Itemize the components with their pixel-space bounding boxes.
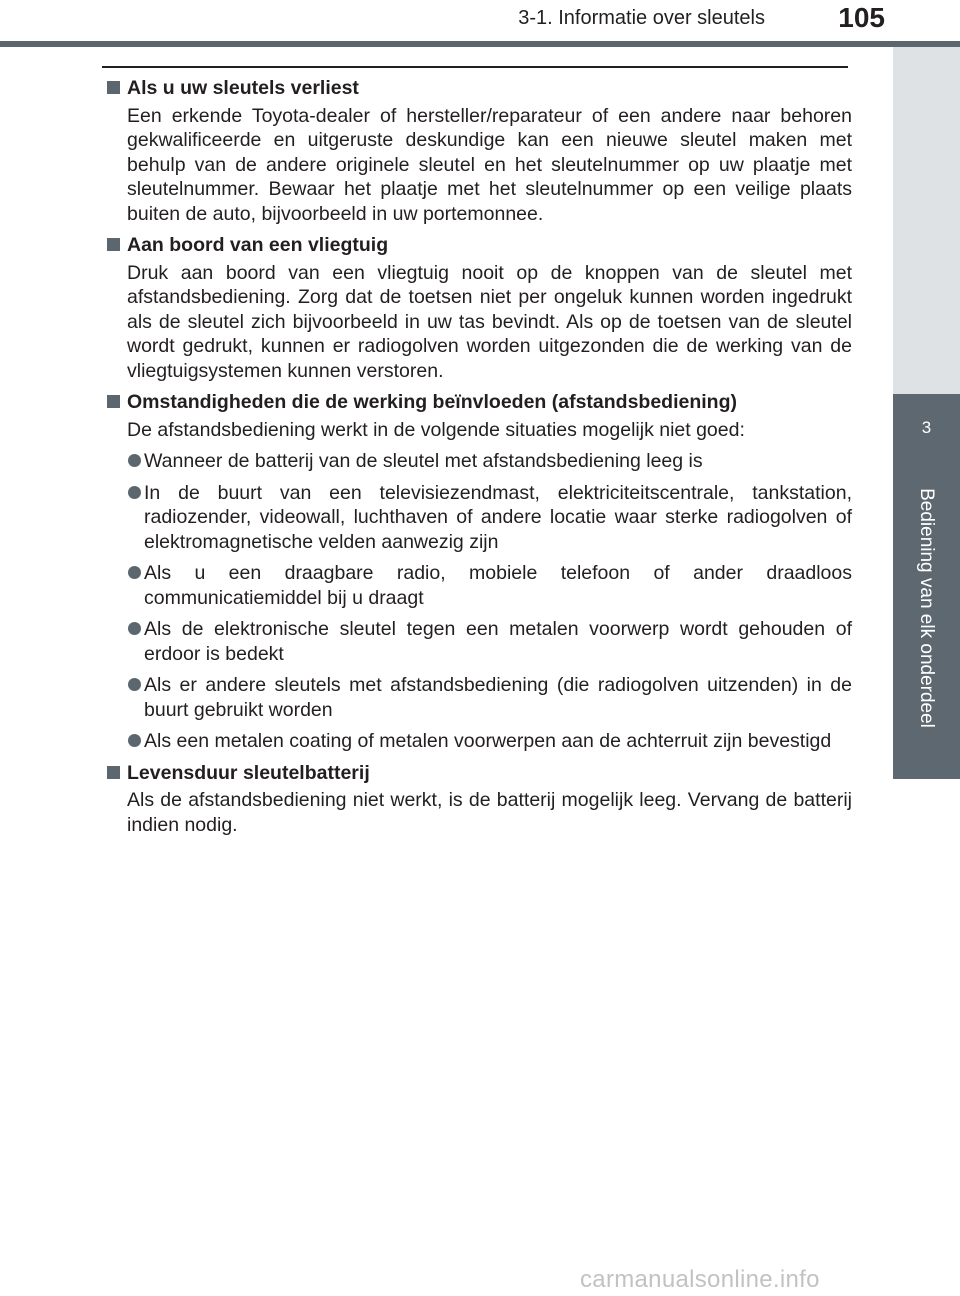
list-item-text: Als er andere sleutels met afstandsbediening (die radiogolven uitzenden) in de buurt gebruikt worden (144, 674, 852, 721)
chapter-number: 3 (921, 418, 932, 437)
list-item-text: Als een metalen coating of metalen voorwerpen aan de achterruit zijn bevestigd (144, 730, 832, 752)
side-tab-upper (893, 47, 960, 394)
circle-bullet-icon (128, 454, 141, 467)
section-paragraph: Druk aan boord van een vliegtuig nooit op de knoppen van de sleutel met afstandsbediening. Zorg dat de toetsen niet per ongeluk kunnen worden ingedrukt als de sleutel zich bijvoorbeeld in uw tas bevindt. Als op de toetsen van de sleutel wordt gedrukt, kunnen er radiogolven worden uitgezonden die de werking van de vliegtuigsystemen kunnen verstoren. (127, 261, 852, 382)
list-item (127, 481, 852, 555)
heading-text: Omstandigheden die de werking beïnvloeden (afstandsbediening) (127, 391, 738, 413)
content-body (104, 76, 852, 837)
circle-bullet-icon (128, 566, 141, 579)
square-bullet-icon (107, 395, 120, 408)
list-item (127, 617, 852, 666)
section-heading (104, 233, 852, 258)
list-item-text: Als u een draagbare radio, mobiele telefoon of ander draadloos communicatiemiddel bij u draagt (144, 562, 852, 609)
section-paragraph: De afstandsbediening werkt in de volgende situaties mogelijk niet goed: (127, 418, 745, 441)
list-item (127, 729, 852, 754)
circle-bullet-icon (128, 734, 141, 747)
content-top-rule (102, 66, 848, 68)
square-bullet-icon (107, 238, 120, 251)
header-bar (0, 41, 960, 47)
heading-text: Levensduur sleutelbatterij (127, 761, 370, 784)
page-number: 105 (838, 2, 885, 33)
square-bullet-icon (107, 766, 120, 779)
list-item-text: Als de elektronische sleutel tegen een metalen voorwerp wordt gehouden of erdoor is bedekt (144, 618, 852, 665)
section-paragraph: Als de afstandsbediening niet werkt, is de batterij mogelijk leeg. Vervang de batterij indien nodig. (127, 789, 852, 836)
circle-bullet-icon (128, 486, 141, 499)
section-heading (104, 390, 852, 415)
section-title: 3-1. Informatie over sleutels (518, 7, 765, 29)
list-item-text: Wanneer de batterij van de sleutel met afstandsbediening leeg is (144, 450, 703, 472)
circle-bullet-icon (128, 678, 141, 691)
circle-bullet-icon (128, 622, 141, 635)
list-item-text: In de buurt van een televisiezendmast, elektriciteitscentrale, tankstation, radiozender, videowall, luchthaven of andere locatie waar sterke radiogolven of elektromagnetische velden aanwezig zijn (144, 481, 852, 553)
section-heading (104, 761, 852, 786)
section-paragraph: Een erkende Toyota-dealer of hersteller/reparateur of een andere naar behoren gekwalificeerde en uitgeruste deskundige kan een nieuwe sleutel maken met behulp van de andere originele sleutel en het sleutelnummer op uw plaatje met sleutelnummer. Bewaar het plaatje met het sleutelnummer op een veilige plaats buiten de auto, bijvoorbeeld in uw portemonnee. (127, 104, 852, 225)
heading-text: Als u uw sleutels verliest (127, 77, 359, 99)
section-heading (104, 76, 852, 101)
list-item (127, 449, 852, 474)
list-item (127, 561, 852, 610)
square-bullet-icon (107, 81, 120, 94)
heading-text: Aan boord van een vliegtuig (127, 234, 389, 256)
list-item (127, 673, 852, 722)
chapter-title: Bediening van elk onderdeel (916, 488, 937, 728)
watermark: carmanualsonline.info (580, 1266, 820, 1293)
